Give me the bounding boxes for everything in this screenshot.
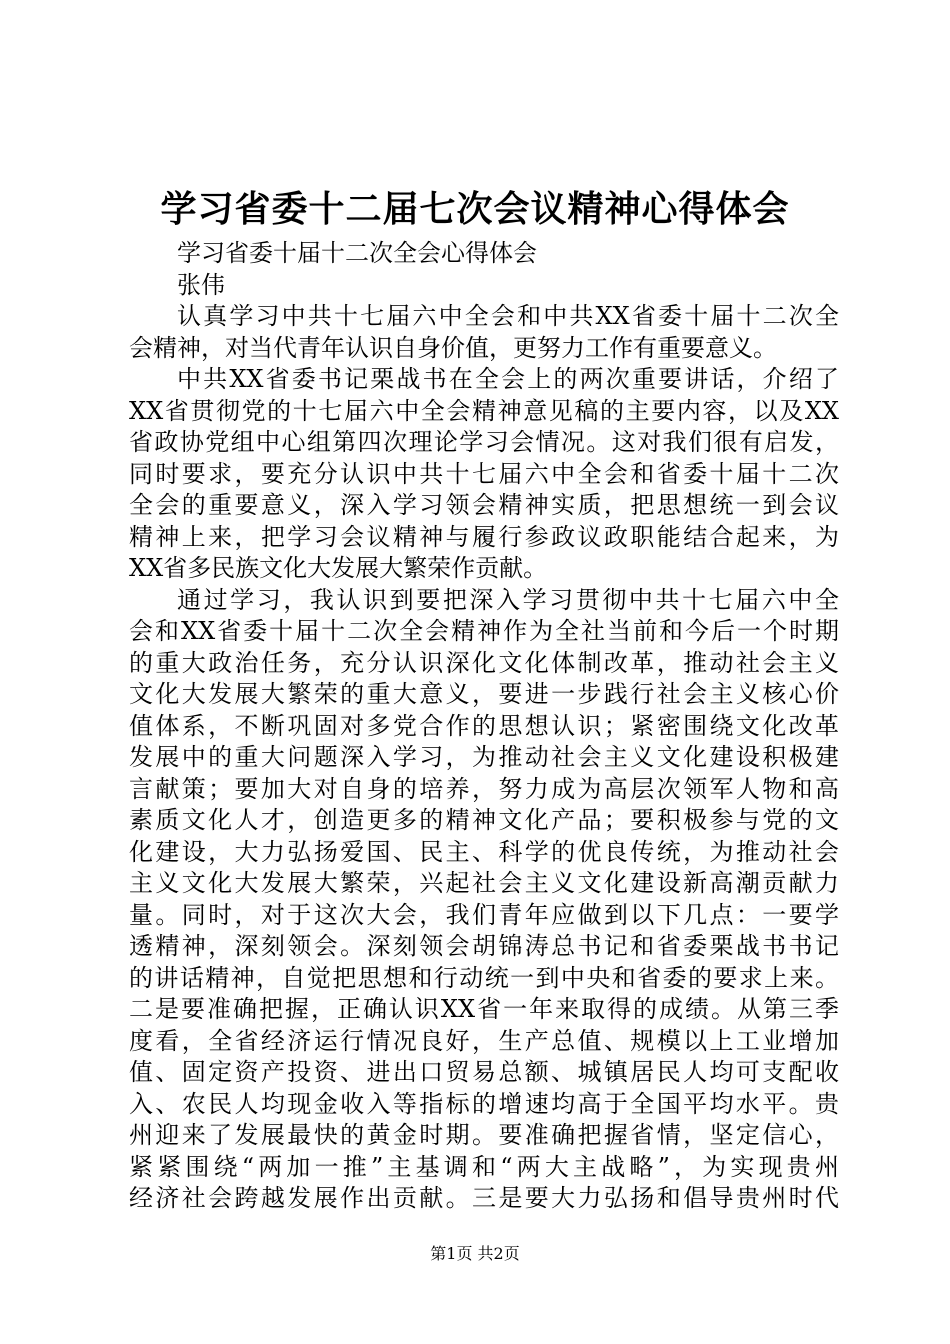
text-line: 紧紧围绕“两加一推”主基调和“两大主战略”，为实现贵州 <box>129 1152 839 1181</box>
text-line: 经济社会跨越发展作出贡献。三是要大力弘扬和倡导贵州时代 <box>129 1184 839 1212</box>
text-line: 二是要准确把握，正确认识XX省一年来取得的成绩。从第三季 <box>129 995 839 1023</box>
text-line: XX省贯彻党的十七届六中全会精神意见稿的主要内容，以及XX <box>129 396 839 425</box>
document-body <box>129 238 839 1215</box>
text-line: 认真学习中共十七届六中全会和中共XX省委十届十二次全 <box>177 302 839 330</box>
text-line: 言献策；要加大对自身的培养，努力成为高层次领军人物和高 <box>129 774 839 803</box>
text-line: 透精神，深刻领会。深刻领会胡锦涛总书记和省委栗战书书记 <box>129 932 839 960</box>
text-line: 全会的重要意义，深入学习领会精神实质，把思想统一到会议 <box>129 491 839 519</box>
text-line: 文化大发展大繁荣的重大意义，要进一步践行社会主义核心价 <box>129 680 839 708</box>
document-title: 学习省委十二届七次会议精神心得体会 <box>160 188 790 230</box>
text-line: 的重大政治任务，充分认识深化文化体制改革，推动社会主义 <box>129 648 839 677</box>
text-line: 值体系，不断巩固对多党合作的思想认识；紧密围绕文化改革 <box>129 711 839 740</box>
text-line: 通过学习，我认识到要把深入学习贯彻中共十七届六中全 <box>177 585 839 614</box>
text-line: 省政协党组中心组第四次理论学习会情况。这对我们很有启发， <box>129 428 839 456</box>
text-line: 精神上来，把学习会议精神与履行参政议政职能结合起来，为 <box>129 522 839 551</box>
text-line: 会精神，对当代青年认识自身价值，更努力工作有重要意义。 <box>129 333 777 362</box>
text-line: 度看，全省经济运行情况良好，生产总值、规模以上工业增加 <box>129 1026 839 1055</box>
text-line: 张伟 <box>177 270 225 299</box>
text-line: XX省多民族文化大发展大繁荣作贡献。 <box>129 554 548 582</box>
text-line: 化建设，大力弘扬爱国、民主、科学的优良传统，为推动社会 <box>129 837 839 866</box>
text-line: 发展中的重大问题深入学习，为推动社会主义文化建设积极建 <box>129 743 839 771</box>
text-line: 学习省委十届十二次全会心得体会 <box>177 239 537 267</box>
text-line: 值、固定资产投资、进出口贸易总额、城镇居民人均可支配收 <box>129 1058 839 1086</box>
text-line: 州迎来了发展最快的黄金时期。要准确把握省情，坚定信心， <box>129 1121 839 1149</box>
text-line: 同时要求，要充分认识中共十七届六中全会和省委十届十二次 <box>129 459 839 488</box>
text-line: 的讲话精神，自觉把思想和行动统一到中央和省委的要求上来。 <box>129 963 839 992</box>
text-line: 主义文化大发展大繁荣，兴起社会主义文化建设新高潮贡献力 <box>129 869 839 897</box>
page-footer: 第1页 共2页 <box>430 1244 520 1263</box>
text-line: 入、农民人均现金收入等指标的增速均高于全国平均水平。贵 <box>129 1089 839 1118</box>
text-line: 量。同时，对于这次大会，我们青年应做到以下几点：一要学 <box>129 900 839 929</box>
text-line: 素质文化人才，创造更多的精神文化产品；要积极参与党的文 <box>129 806 839 834</box>
text-line: 会和XX省委十届十二次全会精神作为全社当前和今后一个时期 <box>129 617 839 645</box>
text-line: 中共XX省委书记栗战书在全会上的两次重要讲话，介绍了 <box>177 365 839 393</box>
